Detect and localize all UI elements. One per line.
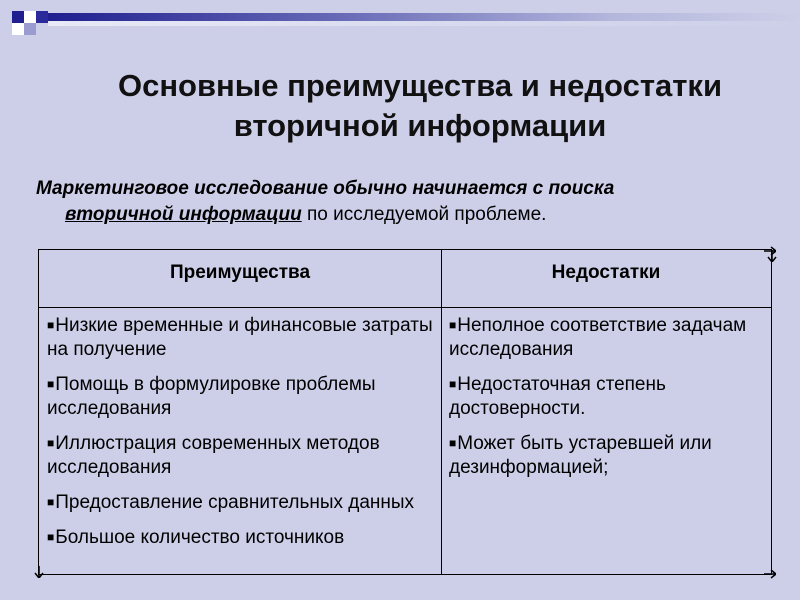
- bullet-square-icon: ■: [47, 436, 55, 450]
- header-disadvantages: Недостатки: [551, 262, 661, 283]
- comparison-table: [38, 249, 772, 575]
- arrow-down-icon: [767, 250, 777, 262]
- bullet-square-icon: ■: [47, 318, 55, 332]
- disadvantages-list: [449, 313, 767, 490]
- arrow-down-icon: [34, 566, 44, 578]
- header-advantages: Преимущества: [169, 262, 311, 283]
- deco-square-white: [24, 11, 36, 23]
- deco-square-blue: [36, 11, 48, 23]
- page-title: [40, 66, 800, 146]
- corner-decoration: [0, 0, 800, 40]
- advantages-list: [47, 313, 439, 560]
- list-item: ■Помощь в формулировке проблемы исследования: [47, 374, 376, 419]
- intro-text-rest: по исследуемой проблеме.: [301, 204, 547, 225]
- bullet-square-icon: ■: [47, 530, 55, 544]
- intro-paragraph: [36, 176, 736, 228]
- deco-square-white-2: [12, 23, 24, 35]
- intro-underlined-term: вторичной информации: [65, 204, 302, 225]
- list-item: ■Большое количество источников: [47, 527, 345, 548]
- deco-gradient-bar-light: [48, 21, 800, 26]
- bullet-square-icon: ■: [449, 436, 457, 450]
- list-item: ■Может быть устаревшей или дезинформацией;: [449, 433, 712, 478]
- list-item: ■Неполное соответствие задачам исследования: [449, 315, 747, 360]
- list-item: ■Предоставление сравнительных данных: [47, 492, 415, 513]
- bullet-square-icon: ■: [449, 377, 457, 391]
- page-title-line1: Основные преимущества и недостатки: [117, 68, 722, 103]
- deco-square-dark: [12, 11, 24, 23]
- bullet-square-icon: ■: [47, 495, 55, 509]
- list-item: ■Недостаточная степень достоверности.: [449, 374, 666, 419]
- deco-gradient-bar: [48, 13, 800, 21]
- bullet-square-icon: ■: [47, 377, 55, 391]
- list-item: ■Иллюстрация современных методов исследования: [47, 433, 380, 478]
- bullet-square-icon: ■: [449, 318, 457, 332]
- arrow-right-icon: [764, 569, 776, 579]
- deco-square-light: [24, 23, 36, 35]
- page-title-line2: вторичной информации: [233, 108, 607, 143]
- list-item: ■Низкие временные и финансовые затраты на получение: [47, 315, 433, 360]
- intro-text: Маркетинговое исследование обычно начинается с поиска: [36, 178, 615, 199]
